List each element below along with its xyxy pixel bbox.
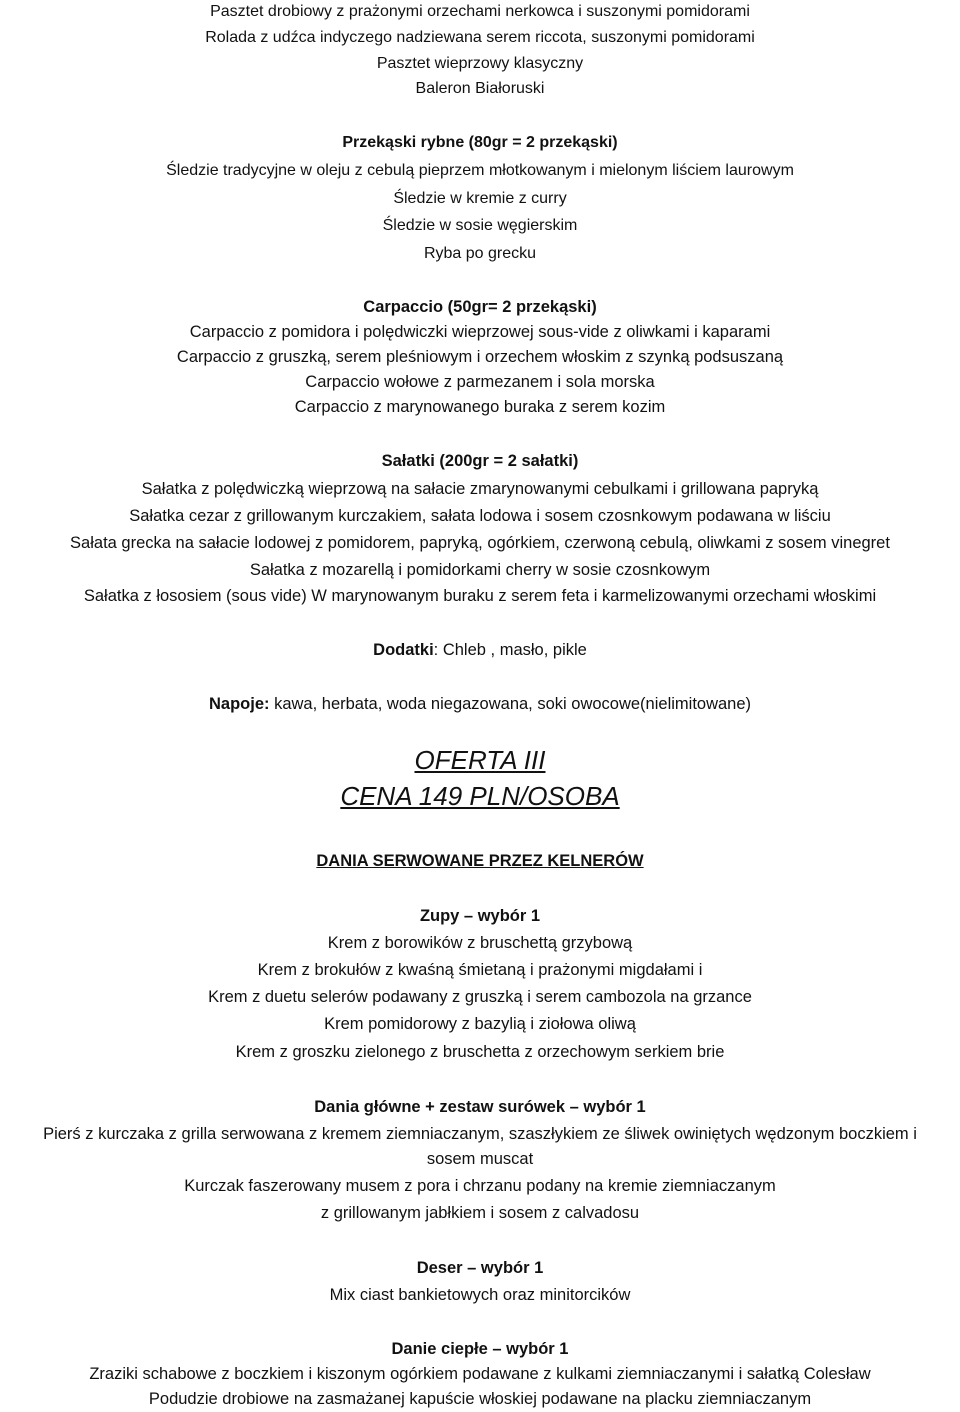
section-heading-salads: Sałatki (200gr = 2 sałatki) — [381, 452, 579, 470]
drinks-text: kawa, herbata, woda niegazowana, soki owocowe(nielimitowane) — [269, 695, 752, 713]
menu-item: Krem z borowików z bruschettą grzybową — [327, 934, 633, 952]
menu-item: z grillowanym jabłkiem i sosem z calvadosu — [320, 1204, 640, 1222]
menu-item: Carpaccio z marynowanego buraka z serem kozim — [294, 398, 666, 416]
menu-item: Pierś z kurczaka z grilla serwowana z kremem ziemniaczanym, szaszłykiem ze śliwek owiniętych wędzonym boczkiem i — [43, 1125, 917, 1143]
menu-item: Pasztet wieprzowy klasyczny — [376, 55, 584, 72]
menu-item: Sałatka z mozarellą i pomidorkami cherry w sosie czosnkowym — [249, 561, 711, 579]
menu-item: Krem z duetu selerów podawany z gruszką i serem cambozola na grzance — [208, 988, 752, 1006]
menu-item: Ryba po grecku — [423, 245, 537, 262]
section-heading-soups: Zupy – wybór 1 — [419, 907, 541, 925]
section-heading-dessert: Deser – wybór 1 — [416, 1259, 544, 1277]
served-heading: DANIA SERWOWANE PRZEZ KELNERÓW — [316, 852, 644, 870]
menu-item: Śledzie tradycyjne w oleju z cebulą pieprzem młotkowanym i mielonym liściem laurowym — [166, 162, 794, 179]
drinks-label: Napoje: — [208, 695, 270, 713]
offer-title: OFERTA III — [414, 745, 546, 775]
menu-item: Pasztet drobiowy z prażonymi orzechami nerkowca i suszonymi pomidorami — [210, 3, 750, 20]
menu-item: Podudzie drobiowe na zasmażanej kapuście włoskiej podawane na placku ziemniaczanym — [148, 1390, 812, 1408]
menu-item: Krem pomidorowy z bazylią i ziołowa oliwą — [324, 1015, 636, 1033]
drinks-line — [0, 693, 960, 715]
menu-item: Carpaccio wołowe z parmezanem i sola morska — [305, 373, 655, 391]
menu-item: Sałatka cezar z grillowanym kurczakiem, sałata lodowa i sosem czosnkowym podawana w liściu — [129, 507, 831, 525]
extras-text: : Chleb , masło, pikle — [433, 641, 587, 659]
menu-item: Mix ciast bankietowych oraz minitorcików — [329, 1286, 631, 1304]
menu-item: Carpaccio z gruszką, serem pleśniowym i orzechem włoskim z szynką podsuszaną — [176, 348, 784, 366]
menu-item: Sałata grecka na sałacie lodowej z pomidorem, papryką, ogórkiem, czerwoną cebulą, oliwkami z sosem vinegret — [70, 534, 890, 552]
menu-item: Śledzie w sosie węgierskim — [382, 217, 578, 234]
section-heading-fish: Przekąski rybne (80gr = 2 przekąski) — [342, 134, 618, 151]
menu-item: Krem z brokułów z kwaśną śmietaną i prażonymi migdałami i — [257, 961, 703, 979]
menu-item: Krem z groszku zielonego z bruschetta z orzechowym serkiem brie — [235, 1043, 725, 1061]
menu-item: Zraziki schabowe z boczkiem i kiszonym ogórkiem podawane z kulkami ziemniaczanymi i sałatką Colesław — [89, 1365, 871, 1383]
menu-item: Carpaccio z pomidora i polędwiczki wieprzowej sous-vide z oliwkami i kaparami — [189, 323, 771, 341]
section-heading-hot: Danie ciepłe – wybór 1 — [391, 1340, 569, 1358]
section-heading-carpaccio: Carpaccio (50gr= 2 przekąski) — [363, 298, 597, 316]
offer-price: CENA 149 PLN/OSOBA — [340, 781, 620, 811]
menu-item: Sałatka z polędwiczką wieprzową na sałacie zmarynowanymi cebulkami i grillowana papryką — [141, 480, 819, 498]
menu-item: Sałatka z łososiem (sous vide) W marynowanym buraku z serem feta i karmelizowanymi orzechami włoskimi — [83, 587, 877, 605]
menu-item: Śledzie w kremie z curry — [393, 190, 567, 207]
menu-item: Rolada z udźca indyczego nadziewana serem riccota, suszonymi pomidorami — [205, 29, 755, 46]
menu-item: Kurczak faszerowany musem z pora i chrzanu podany na kremie ziemniaczanym — [184, 1177, 776, 1195]
extras-line — [0, 639, 960, 661]
menu-item: sosem muscat — [426, 1150, 534, 1168]
extras-label: Dodatki — [373, 641, 434, 659]
section-heading-mains: Dania główne + zestaw surówek – wybór 1 — [314, 1098, 646, 1116]
menu-item: Baleron Białoruski — [415, 80, 545, 97]
